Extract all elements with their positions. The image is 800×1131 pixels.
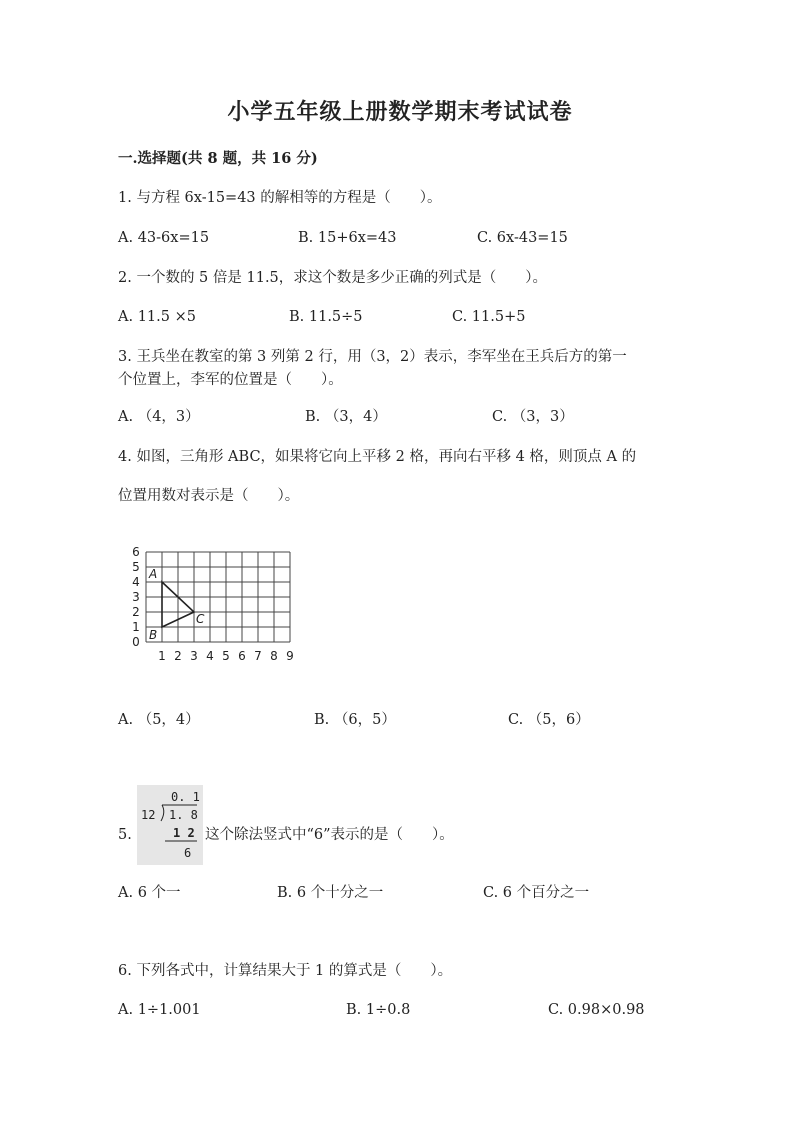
question-3-option-b: B. （3，4） bbox=[305, 409, 387, 425]
question-3-option-a: A. （4，3） bbox=[118, 409, 200, 425]
x-tick-label: 1 bbox=[158, 649, 166, 663]
question-4-option-c: C. （5，6） bbox=[508, 712, 590, 728]
division-divisor: 12 bbox=[141, 808, 156, 822]
x-tick-label: 2 bbox=[174, 649, 182, 663]
vertex-a-label: A bbox=[149, 567, 158, 581]
division-remainder: 6 bbox=[184, 846, 192, 860]
question-3-option-c: C. （3，3） bbox=[492, 409, 574, 425]
question-2-option-c: C. 11.5+5 bbox=[452, 309, 526, 325]
question-5-number: 5. bbox=[118, 827, 132, 843]
question-3-stem-line-1: 3. 王兵坐在教室的第 3 列第 2 行，用（3，2）表示，李军坐在王兵后方的第一 bbox=[118, 349, 627, 365]
x-tick-label: 3 bbox=[190, 649, 198, 663]
question-2-stem: 2. 一个数的 5 倍是 11.5，求这个数是多少正确的列式是（ ）。 bbox=[118, 270, 548, 286]
question-2-option-a: A. 11.5 ×5 bbox=[118, 309, 196, 325]
coordinate-grid-figure bbox=[128, 536, 300, 666]
question-1-option-c: C. 6x-43=15 bbox=[477, 230, 568, 246]
y-tick-label: 6 bbox=[132, 545, 140, 559]
question-6-option-b: B. 1÷0.8 bbox=[346, 1002, 411, 1018]
division-dividend: 1. 8 bbox=[169, 808, 198, 822]
division-product: 1 2 bbox=[173, 826, 195, 840]
question-4-option-a: A. （5，4） bbox=[118, 712, 200, 728]
question-1-option-a: A. 43-6x=15 bbox=[118, 230, 210, 246]
x-tick-label: 5 bbox=[222, 649, 230, 663]
x-tick-label: 9 bbox=[286, 649, 294, 663]
y-tick-label: 0 bbox=[132, 635, 140, 649]
question-1-stem: 1. 与方程 6x-15=43 的解相等的方程是（ ）。 bbox=[118, 190, 442, 206]
x-tick-label: 7 bbox=[254, 649, 262, 663]
question-6-option-a: A. 1÷1.001 bbox=[118, 1002, 201, 1018]
question-4-option-b: B. （6，5） bbox=[314, 712, 396, 728]
question-1-option-b: B. 15+6x=43 bbox=[298, 230, 397, 246]
division-quotient: 0. 1 bbox=[171, 790, 200, 804]
vertex-c-label: C bbox=[196, 612, 205, 626]
y-tick-label: 3 bbox=[132, 590, 140, 604]
question-5-option-c: C. 6 个百分之一 bbox=[483, 885, 590, 901]
y-tick-label: 5 bbox=[132, 560, 140, 574]
question-4-stem-line-1: 4. 如图，三角形 ABC，如果将它向上平移 2 格，再向右平移 4 格，则顶点 A 的 bbox=[118, 449, 637, 465]
y-tick-label: 1 bbox=[132, 620, 140, 634]
y-tick-label: 4 bbox=[132, 575, 140, 589]
x-tick-label: 8 bbox=[270, 649, 278, 663]
question-3-stem-line-2: 个位置上，李军的位置是（ ）。 bbox=[118, 372, 343, 388]
question-5-option-b: B. 6 个十分之一 bbox=[277, 885, 384, 901]
question-5-option-a: A. 6 个一 bbox=[118, 885, 181, 901]
vertex-b-label: B bbox=[149, 628, 158, 642]
section-heading: 一.选择题(共 8 题，共 16 分) bbox=[118, 150, 318, 167]
x-tick-label: 6 bbox=[238, 649, 246, 663]
question-5-stem: 这个除法竖式中“6”表示的是（ ）。 bbox=[205, 827, 454, 843]
x-tick-label: 4 bbox=[206, 649, 214, 663]
y-tick-label: 2 bbox=[132, 605, 140, 619]
question-2-option-b: B. 11.5÷5 bbox=[289, 309, 363, 325]
page-title: 小学五年级上册数学期末考试试卷 bbox=[227, 99, 573, 125]
long-division-figure bbox=[137, 785, 203, 865]
question-6-option-c: C. 0.98×0.98 bbox=[548, 1002, 645, 1018]
question-4-stem-line-2: 位置用数对表示是（ ）。 bbox=[118, 488, 300, 504]
question-6-stem: 6. 下列各式中，计算结果大于 1 的算式是（ ）。 bbox=[118, 963, 453, 979]
